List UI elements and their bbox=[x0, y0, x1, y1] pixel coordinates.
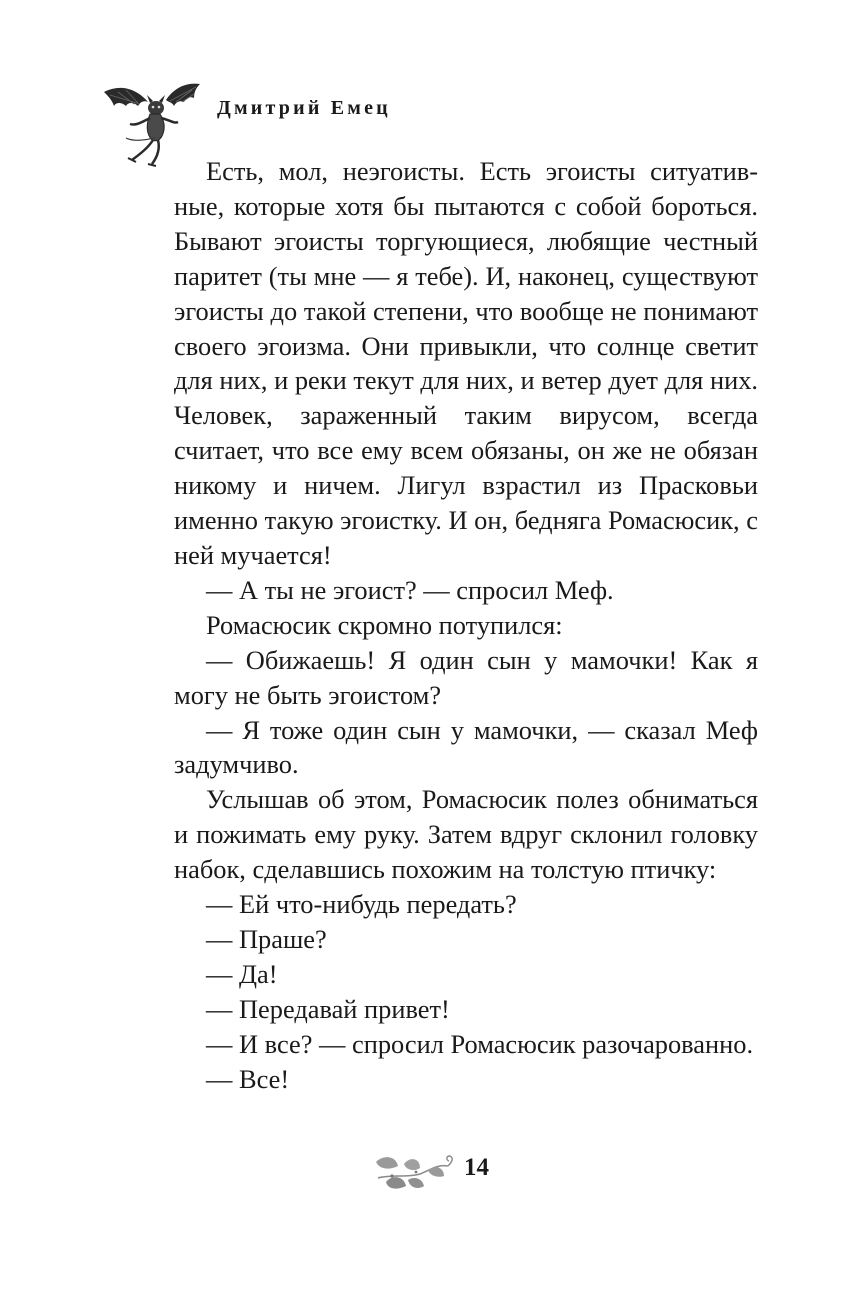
dialogue-line: — А ты не эгоист? — спросил Меф. bbox=[206, 574, 614, 605]
running-header-author: Дмитрий Емец bbox=[217, 97, 391, 119]
dialogue-line: — Ей что-нибудь передать? bbox=[206, 889, 517, 920]
dialogue-line: — Я тоже один сын у мамочки, — сказал Меф задумчиво. bbox=[174, 714, 758, 780]
dialogue-line: — И все? — спросил Ромасюсик разочарованно. bbox=[206, 1028, 754, 1059]
page-number: 14 bbox=[464, 1154, 489, 1181]
dialogue-line: — Все! bbox=[206, 1063, 290, 1094]
floral-vine-icon bbox=[372, 1148, 456, 1194]
dialogue-line: — Обижаешь! Я один сын у мамочки! Как я могу не быть эгоистом? bbox=[174, 644, 758, 710]
dialogue-line: — Да! bbox=[206, 958, 278, 989]
dialogue-line: — Праше? bbox=[206, 923, 327, 954]
paragraph: Ромасюсик скромно потупился: bbox=[206, 609, 563, 640]
paragraph: Есть, мол, неэгоисты. Есть эгоисты ситуативные, которые хотя бы пытаются с собой бороться. Бывают эгоисты торгующиеся, любящие честный паритет (ты мне — я тебе). И, наконец, существуют эгоисты до такой степени, что вообще не понимают своего эгоизма. Они привыкли, что солнце светит для них, и реки текут для них, и ветер дует для них. Человек, зараженный таким вирусом, всегда считает, что все ему всем обязаны, он же не обязан никому и ничем. Лигул взрастил из Прасковьи именно такую эгоистку. И он, бедняга Ромасюсик, с ней мучается! bbox=[174, 156, 758, 570]
dialogue-line: — Передавай привет! bbox=[206, 993, 450, 1024]
paragraph: Услышав об этом, Ромасюсик полез обниматься и пожимать ему руку. Затем вдруг склонил головку набок, сделавшись похожим на толстую птичку: bbox=[174, 784, 758, 885]
body-text bbox=[174, 154, 758, 1096]
page-footer bbox=[372, 1148, 532, 1198]
